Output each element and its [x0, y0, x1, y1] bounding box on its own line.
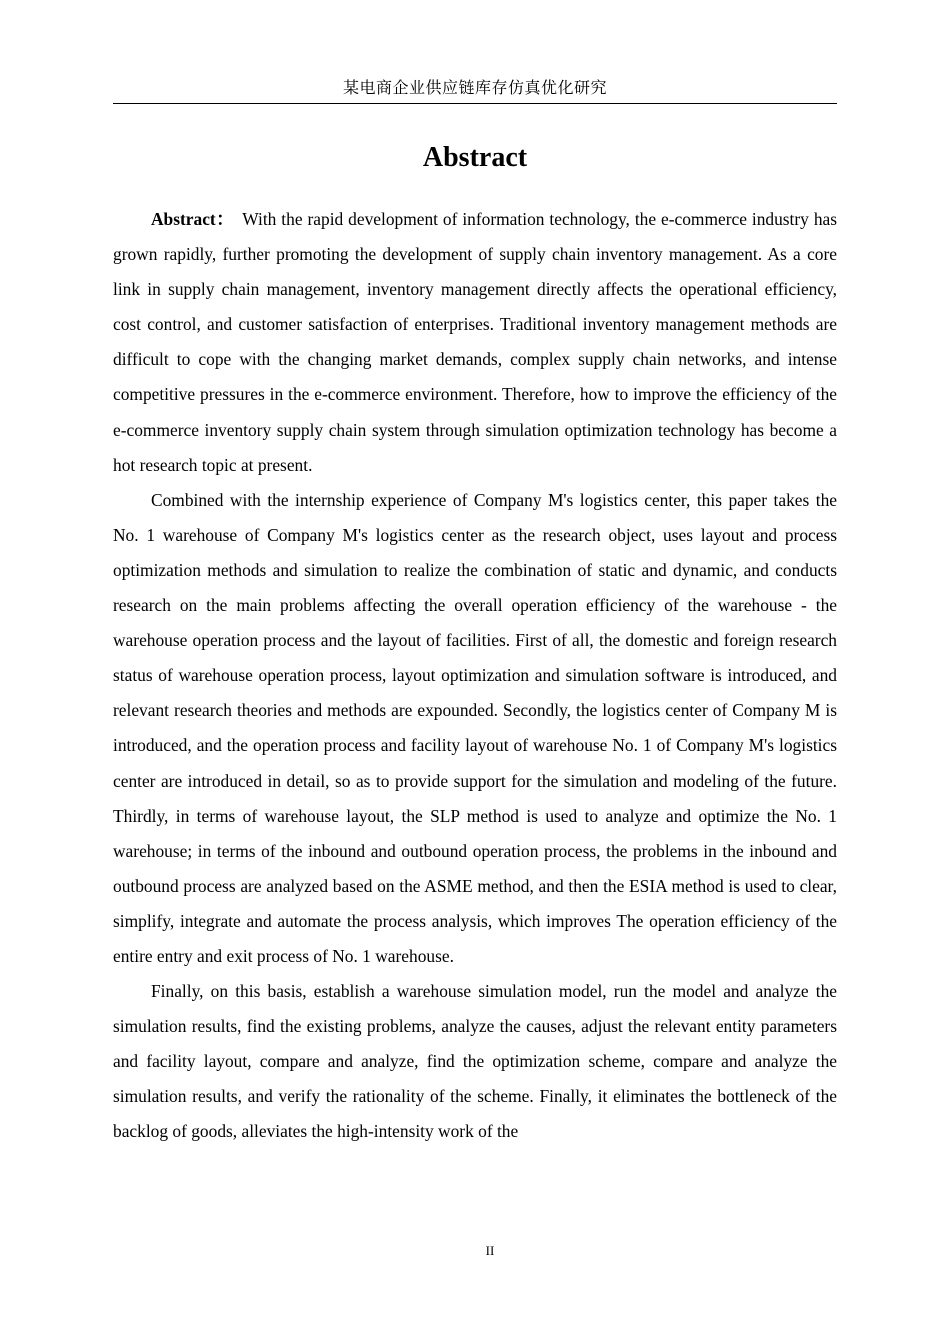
- page-number: II: [485, 1243, 495, 1258]
- abstract-paragraph-2: Combined with the internship experience of Company M's logistics center, this paper takes the No. 1 warehouse of Company M's logistics center as the research object, uses layout and process optimization methods and simulation to realize the combination of static and dynamic, and conducts research on the main problems affecting the overall operation efficiency of the warehouse - the warehouse operation process and the layout of facilities. First of all, the domestic and foreign research status of warehouse operation process, layout optimization and simulation software is introduced, and relevant research theories and methods are expounded. Secondly, the logistics center of Company M is introduced, and the operation process and facility layout of warehouse No. 1 of Company M's logistics center are introduced in detail, so as to provide support for the simulation and modeling of the future. Thirdly, in terms of warehouse layout, the SLP method is used to analyze and optimize the No. 1 warehouse; in terms of the inbound and outbound operation process, the problems in the inbound and outbound process are analyzed based on the ASME method, and then the ESIA method is used to clear, simplify, integrate and automate the process analysis, which improves The operation efficiency of the entire entry and exit process of No. 1 warehouse.: [113, 489, 837, 966]
- abstract-paragraph-1-text: With the rapid development of information technology, the e-commerce industry has grown rapidly, further promoting the development of supply chain inventory management. As a core link in supply chain management, inventory management directly affects the operational efficiency, cost control, and customer satisfaction of enterprises. Traditional inventory management methods are difficult to cope with the changing market demands, complex supply chain networks, and intense competitive pressures in the e-commerce environment. Therefore, how to improve the efficiency of the e-commerce inventory supply chain system through simulation optimization technology has become a hot research topic at present.: [113, 209, 838, 475]
- abstract-paragraph-3: Finally, on this basis, establish a warehouse simulation model, run the model and analyze the simulation results, find the existing problems, analyze the causes, adjust the relevant entity parameters and facility layout, compare and analyze, find the optimization scheme, compare and analyze the simulation results, and verify the rationality of the scheme. Finally, it eliminates the bottleneck of the backlog of goods, alleviates the high-intensity work of the: [113, 981, 837, 1142]
- abstract-paragraph-1: [113, 202, 837, 483]
- abstract-title: Abstract: [422, 142, 528, 173]
- header-rule: [113, 103, 837, 104]
- abstract-label: Abstract：: [151, 209, 235, 229]
- abstract-body: [113, 202, 837, 1150]
- running-header: 某电商企业供应链库存仿真优化研究: [342, 80, 607, 97]
